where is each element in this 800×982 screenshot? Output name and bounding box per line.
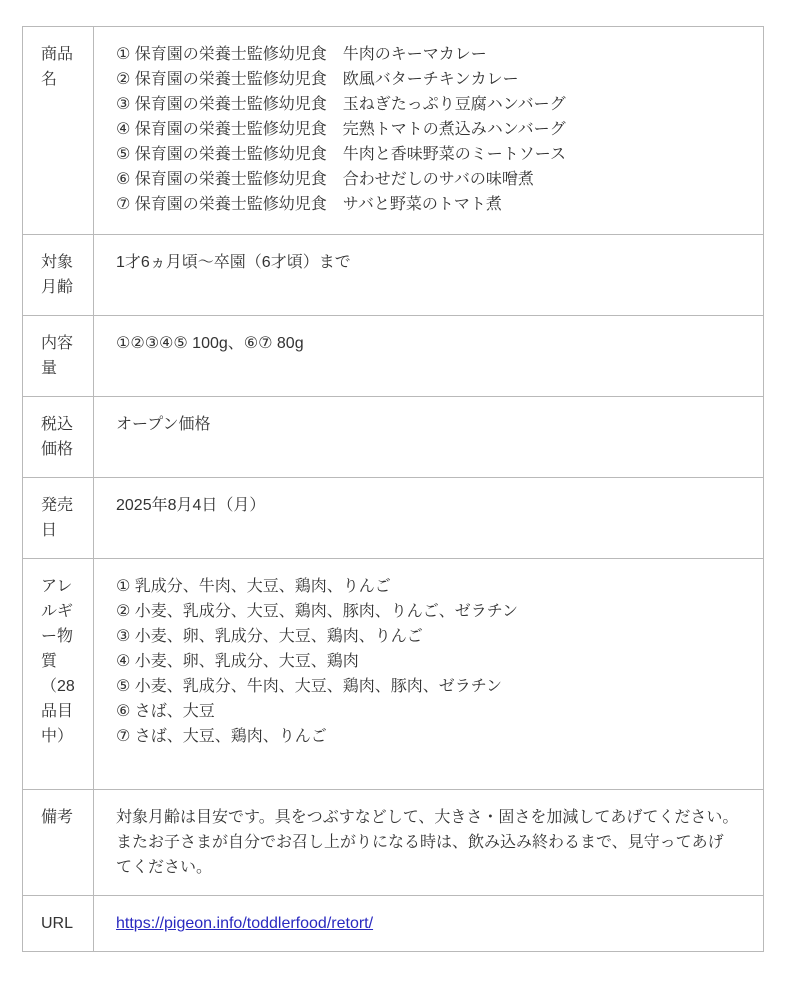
row-label-url: URL xyxy=(23,896,94,952)
table-row-product-name xyxy=(23,27,764,235)
table-row-allergens xyxy=(23,559,764,790)
allergen-line: ③ 小麦、卵、乳成分、大豆、鶏肉、りんご xyxy=(116,628,423,645)
allergen-line: ⑥ さば、大豆 xyxy=(116,703,215,720)
row-content-url xyxy=(94,896,764,952)
table-row-price xyxy=(23,397,764,478)
spec-table xyxy=(22,26,764,952)
product-line: ⑦ 保育園の栄養士監修幼児食 サバと野菜のトマト煮 xyxy=(116,196,502,213)
table-row-target-age xyxy=(23,235,764,316)
row-label-release-date: 発売日 xyxy=(23,478,94,559)
row-content-product-name xyxy=(94,27,764,235)
row-content-price: オープン価格 xyxy=(94,397,764,478)
allergen-line: ④ 小麦、卵、乳成分、大豆、鶏肉 xyxy=(116,653,359,670)
table-row-release-date xyxy=(23,478,764,559)
table-row-url xyxy=(23,896,764,952)
allergen-line: ① 乳成分、牛肉、大豆、鶏肉、りんご xyxy=(116,578,391,595)
allergen-line: ⑦ さば、大豆、鶏肉、りんご xyxy=(116,728,327,745)
product-line: ① 保育園の栄養士監修幼児食 牛肉のキーマカレー xyxy=(116,46,487,63)
table-row-notes xyxy=(23,790,764,896)
row-label-net-content: 内容量 xyxy=(23,316,94,397)
table-row-net-content xyxy=(23,316,764,397)
row-content-net-content: ①②③④⑤ 100g、⑥⑦ 80g xyxy=(94,316,764,397)
allergen-line: ② 小麦、乳成分、大豆、鶏肉、豚肉、りんご、ゼラチン xyxy=(116,603,518,620)
product-url-link[interactable]: https://pigeon.info/toddlerfood/retort/ xyxy=(116,915,374,932)
row-content-allergens xyxy=(94,559,764,790)
product-line: ⑤ 保育園の栄養士監修幼児食 牛肉と香味野菜のミートソース xyxy=(116,146,566,163)
row-content-target-age: 1才6ヵ月頃～卒園（6才頃）まで xyxy=(94,235,764,316)
row-content-notes: 対象月齢は目安です。具をつぶすなどして、大きさ・固さを加減してあげてください。またお子さまが自分でお召し上がりになる時は、飲み込み終わるまで、見守ってあげてください。 xyxy=(94,790,764,896)
row-label-allergens: アレルギー物質（28品目中） xyxy=(23,559,94,790)
row-label-target-age: 対象月齢 xyxy=(23,235,94,316)
product-line: ③ 保育園の栄養士監修幼児食 玉ねぎたっぷり豆腐ハンバーグ xyxy=(116,96,566,113)
product-line: ④ 保育園の栄養士監修幼児食 完熟トマトの煮込みハンバーグ xyxy=(116,121,566,138)
row-content-release-date: 2025年8月4日（月） xyxy=(94,478,764,559)
row-label-price: 税込価格 xyxy=(23,397,94,478)
row-label-product-name: 商品名 xyxy=(23,27,94,235)
product-line: ⑥ 保育園の栄養士監修幼児食 合わせだしのサバの味噌煮 xyxy=(116,171,534,188)
row-label-notes: 備考 xyxy=(23,790,94,896)
allergen-line: ⑤ 小麦、乳成分、牛肉、大豆、鶏肉、豚肉、ゼラチン xyxy=(116,678,502,695)
product-line: ② 保育園の栄養士監修幼児食 欧風バターチキンカレー xyxy=(116,71,519,88)
